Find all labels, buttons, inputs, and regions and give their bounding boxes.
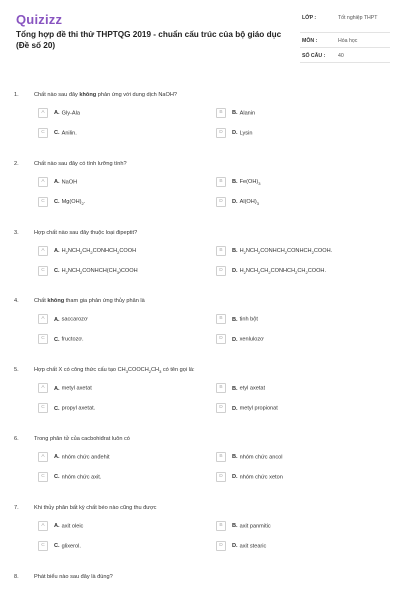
answer-option[interactable] xyxy=(38,521,83,531)
option-text: fructozơ. xyxy=(61,336,84,343)
option-checkbox[interactable]: B xyxy=(216,314,226,324)
question-number: 3. xyxy=(14,229,19,236)
meta-table xyxy=(300,10,390,63)
option-text: nhóm chức axit. xyxy=(61,474,102,481)
option-text: metyl propionat xyxy=(239,405,278,412)
option-text: etyl axetat xyxy=(239,385,266,392)
option-label: C. xyxy=(54,405,60,412)
option-text: Anilin. xyxy=(61,130,77,137)
answer-option[interactable] xyxy=(38,177,77,187)
option-label: D. xyxy=(232,405,238,412)
option-label: D. xyxy=(232,474,238,481)
option-text: NaOH xyxy=(61,179,78,186)
answer-option[interactable] xyxy=(216,246,332,256)
option-text: Lysin xyxy=(239,130,253,137)
option-label: B. xyxy=(232,110,238,117)
option-text: Alanin xyxy=(239,110,256,117)
option-text: $Mg(OH)_2$. xyxy=(61,199,86,207)
answer-option[interactable] xyxy=(216,128,252,138)
option-text: $Al(OH)_3$ xyxy=(239,199,259,207)
option-checkbox[interactable]: D xyxy=(216,541,226,551)
question-text: Khi thủy phân bất kỳ chất béo nào cũng thu được xyxy=(34,504,157,511)
option-checkbox[interactable]: A xyxy=(38,452,48,462)
option-checkbox[interactable]: B xyxy=(216,521,226,531)
answer-option[interactable] xyxy=(38,334,84,344)
option-label: B. xyxy=(232,316,238,323)
option-label: C. xyxy=(54,199,60,206)
option-text: $Fe(OH)_3$ xyxy=(239,179,261,187)
option-label: D. xyxy=(232,130,238,137)
option-text: axit stearic xyxy=(239,543,267,550)
option-text: $H_2NCH_2CH_2CONHCH_2COOH$ xyxy=(61,248,137,256)
question-number: 7. xyxy=(14,504,19,511)
option-checkbox[interactable]: C xyxy=(38,197,48,207)
option-checkbox[interactable]: A xyxy=(38,521,48,531)
option-label: A. xyxy=(54,523,60,530)
answer-option[interactable] xyxy=(38,266,138,276)
option-text: tinh bột xyxy=(239,316,258,323)
answer-option[interactable] xyxy=(38,541,81,551)
option-checkbox[interactable]: C xyxy=(38,403,48,413)
answer-option[interactable] xyxy=(216,472,283,482)
option-text: glixerol. xyxy=(61,543,81,550)
option-text: xenlulozơ xyxy=(239,336,264,343)
option-text: saccarozơ xyxy=(61,316,88,323)
option-label: A. xyxy=(54,248,60,255)
option-text: nhóm chức anđehit xyxy=(61,454,110,461)
option-text: nhóm chức xeton xyxy=(239,474,283,481)
meta-row-subject xyxy=(300,33,390,48)
answer-option[interactable] xyxy=(38,108,80,118)
option-checkbox[interactable]: B xyxy=(216,383,226,393)
worksheet-header xyxy=(0,0,400,80)
option-checkbox[interactable]: D xyxy=(216,403,226,413)
option-label: D. xyxy=(232,199,238,206)
answer-option[interactable] xyxy=(216,541,266,551)
option-label: A. xyxy=(54,179,60,186)
answer-option[interactable] xyxy=(216,108,255,118)
answer-option[interactable] xyxy=(38,383,92,393)
meta-row-class xyxy=(300,10,390,33)
question-text: Hợp chất X có công thức cấu tạo $CH_3COOCH_2CH_3$ có tên gọi là: xyxy=(34,367,195,375)
answer-option[interactable] xyxy=(38,314,88,324)
meta-key: MÔN : xyxy=(302,38,318,44)
question-number: 1. xyxy=(14,92,19,98)
question-number: 4. xyxy=(14,298,19,305)
quizizz-logo: Quizizz xyxy=(16,12,63,27)
option-label: C. xyxy=(54,336,60,343)
option-label: A. xyxy=(54,110,60,117)
option-label: D. xyxy=(232,336,238,343)
option-checkbox[interactable]: A xyxy=(38,314,48,324)
option-label: B. xyxy=(232,385,238,392)
option-text: $H_2NCH_2CONHCH(CH_3)COOH$ xyxy=(61,268,138,276)
option-label: D. xyxy=(232,268,238,275)
answer-option[interactable] xyxy=(38,246,136,256)
meta-key: SỐ CÂU : xyxy=(302,53,326,59)
meta-value: 40 xyxy=(338,53,344,59)
option-label: B. xyxy=(232,248,238,255)
option-label: C. xyxy=(54,543,60,550)
option-label: C. xyxy=(54,130,60,137)
answer-option[interactable] xyxy=(38,472,101,482)
option-checkbox[interactable]: A xyxy=(38,108,48,118)
answer-option[interactable] xyxy=(38,452,110,462)
question-text: Hợp chất nào sau đây thuộc loại đipeptit? xyxy=(34,229,138,236)
option-checkbox[interactable]: C xyxy=(38,541,48,551)
option-label: D. xyxy=(232,543,238,550)
question-text: Chất nào sau đây không phản ứng với dung dịch NaOH? xyxy=(34,92,177,98)
meta-key: LỚP : xyxy=(302,15,317,21)
meta-value: Hóa học xyxy=(338,38,358,44)
meta-value: Tốt nghiệp THPT xyxy=(338,15,378,21)
answer-option[interactable] xyxy=(216,521,271,531)
option-checkbox[interactable]: B xyxy=(216,246,226,256)
worksheet-title: Tổng hợp đề thi thử THPTQG 2019 - chuẩn cấu trúc của bộ giáo dục (Đề số 20) xyxy=(16,30,282,50)
option-checkbox[interactable]: C xyxy=(38,128,48,138)
question-number: 2. xyxy=(14,160,19,167)
option-text: propyl axetat. xyxy=(61,405,96,412)
question-number: 8. xyxy=(14,573,19,580)
option-checkbox[interactable]: D xyxy=(216,334,226,344)
option-label: C. xyxy=(54,268,60,275)
answer-option[interactable] xyxy=(216,403,278,413)
answer-option[interactable] xyxy=(216,177,260,187)
option-checkbox[interactable]: C xyxy=(38,266,48,276)
question-number: 6. xyxy=(14,436,19,442)
option-label: B. xyxy=(232,179,238,186)
option-checkbox[interactable]: B xyxy=(216,452,226,462)
option-label: A. xyxy=(54,316,60,323)
answer-option[interactable] xyxy=(216,452,283,462)
option-checkbox[interactable]: D xyxy=(216,472,226,482)
answer-option[interactable] xyxy=(216,334,264,344)
option-checkbox[interactable]: D xyxy=(216,266,226,276)
option-text: $H_2NCH_2CH_2CONHCH_2CH_2COOH$. xyxy=(239,268,327,276)
answer-option[interactable] xyxy=(38,197,85,207)
option-text: axit oleic xyxy=(61,523,84,530)
option-checkbox[interactable]: C xyxy=(38,472,48,482)
option-checkbox[interactable]: C xyxy=(38,334,48,344)
answer-option[interactable] xyxy=(216,266,326,276)
question-text: Chất không tham gia phản ứng thủy phân là xyxy=(34,298,145,305)
question-text: Chất nào sau đây có tính lưỡng tính? xyxy=(34,160,127,167)
option-checkbox[interactable]: A xyxy=(38,177,48,187)
answer-option[interactable] xyxy=(216,314,258,324)
option-text: metyl axetat xyxy=(61,385,92,392)
option-text: nhóm chức ancol xyxy=(239,454,283,461)
question-number: 5. xyxy=(14,367,19,374)
option-label: B. xyxy=(232,523,238,530)
question-text: Trong phân tử của cacbohiđrat luôn có xyxy=(34,436,130,442)
option-checkbox[interactable]: A xyxy=(38,246,48,256)
question-text: Phát biểu nào sau đây là đúng? xyxy=(34,573,113,580)
option-label: C. xyxy=(54,474,60,481)
option-checkbox[interactable]: B xyxy=(216,177,226,187)
meta-row-count xyxy=(300,48,390,63)
option-checkbox[interactable]: B xyxy=(216,108,226,118)
option-checkbox[interactable]: D xyxy=(216,128,226,138)
option-checkbox[interactable]: D xyxy=(216,197,226,207)
option-text: axit panmitic xyxy=(239,523,271,530)
option-label: A. xyxy=(54,385,60,392)
answer-option[interactable] xyxy=(38,128,77,138)
answer-option[interactable] xyxy=(216,197,259,207)
answer-option[interactable] xyxy=(38,403,95,413)
option-text: $H_2NCH_2CONHCH_2CONHCH_2COOH$. xyxy=(239,248,333,256)
option-label: B. xyxy=(232,454,238,461)
option-checkbox[interactable]: A xyxy=(38,383,48,393)
option-label: A. xyxy=(54,454,60,461)
option-text: Gly-Ala xyxy=(61,110,80,117)
answer-option[interactable] xyxy=(216,383,265,393)
